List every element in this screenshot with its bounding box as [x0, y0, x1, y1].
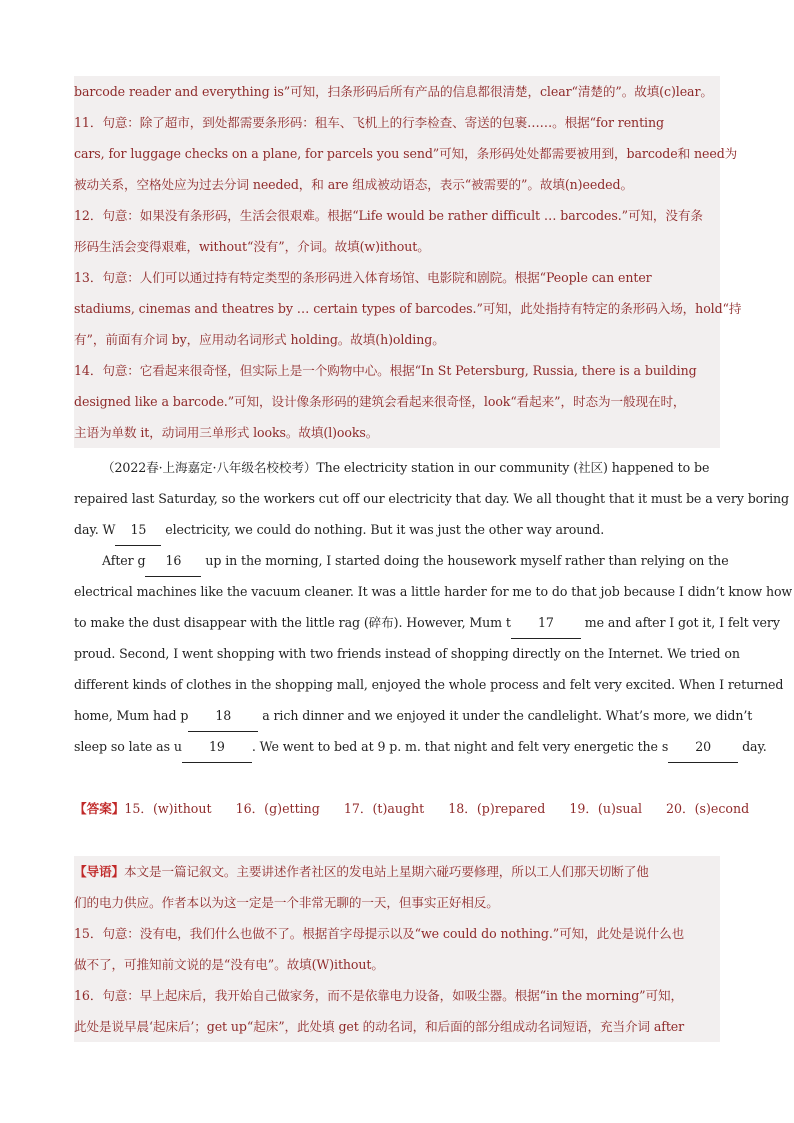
answer-item: 16．(g)etting [235, 801, 320, 816]
passage-line [74, 700, 753, 731]
blank-20: 20 [668, 731, 738, 763]
passage-line [74, 731, 767, 762]
explanation-line: 16．句意：早上起床后，我开始自己做家务，而不是依靠电力设备，如吸尘器。根据“in the morning”可知， [74, 988, 683, 1003]
explanation-line: stadiums, cinemas and theatres by … certain types of barcodes.”可知，此处指持有特定的条形码入场，hold“持 [74, 301, 742, 316]
explanation-line: designed like a barcode.”可知，设计像条形码的建筑会看起来很奇怪，look“看起来”，时态为一般现在时， [74, 394, 686, 409]
passage-text: day. [738, 739, 767, 754]
passage-line: repaired last Saturday, so the workers cut off our electricity that day. We all thought that it must be a very boring [74, 491, 789, 506]
explanation-text: 本文是一篇记叙文。主要讲述作者社区的发电站上星期六碰巧要修理，所以工人们那天切断了他 [123, 864, 649, 879]
answer-item: 15．(w)ithout [124, 801, 212, 816]
blank-18: 18 [188, 700, 258, 732]
passage-text: me and after I got it, I felt very [580, 615, 780, 630]
passage-text: up in the morning, I started doing the housework myself rather than relying on the [201, 553, 729, 568]
explanation-line: 13．句意：人们可以通过持有特定类型的条形码进入体育场馆、电影院和剧院。根据“People can enter [74, 270, 652, 285]
explanation-line: 11．句意：除了超市，到处都需要条形码：租车、飞机上的行李检查、寄送的包裹……。根据“for renting [74, 115, 664, 130]
blank-17: 17 [511, 607, 581, 639]
passage [74, 452, 793, 762]
answer-row [74, 796, 750, 822]
explanation-line: barcode reader and everything is”可知，扫条形码后所有产品的信息都很清楚，clear“清楚的”。故填(c)lear。 [74, 84, 713, 99]
passage-line [74, 545, 729, 576]
answer-item: 20．(s)econd [665, 801, 750, 816]
explanation-line: 做不了，可推知前文说的是“没有电”。故填(W)ithout。 [74, 957, 384, 972]
blank-15: 15 [115, 514, 161, 546]
explanation-line [74, 856, 720, 887]
answer-item: 17．(t)aught [343, 801, 425, 816]
explanation-line: 有”，前面有介词 by，应用动名词形式 holding。故填(h)olding。 [74, 332, 445, 347]
guide-tag: 【导语】 [74, 864, 124, 879]
passage-text: electricity, we could do nothing. But it was just the other way around. [161, 522, 605, 537]
explanation-line: 主语为单数 it，动词用三单形式 looks。故填(l)ooks。 [74, 425, 379, 440]
explanation-line: 此处是说早晨‘起床后’；get up“起床”，此处填 get 的动名词，和后面的部分组成动名词短语，充当介词 after [74, 1019, 685, 1034]
passage-text: home, Mum had p [74, 708, 189, 723]
passage-line [74, 514, 720, 545]
blank-19: 19 [182, 731, 252, 763]
passage-text: to make the dust disappear with the little rag (碎布). However, Mum t [74, 615, 511, 630]
explanation-line: 被动关系，空格处应为过去分词 needed，和 are 组成被动语态，表示“被需要的”。故填(n)eeded。 [74, 177, 633, 192]
passage-line: proud. Second, I went shopping with two friends instead of shopping directly on the Internet. We tried on [74, 646, 740, 661]
passage-text: day. W [74, 522, 116, 537]
explanation-line: 12．句意：如果没有条形码，生活会很艰难。根据“Life would be rather difficult … barcodes.”可知，没有条 [74, 208, 703, 223]
passage-line: （2022春·上海嘉定·八年级名校校考）The electricity station in our community (社区) happened to be [102, 460, 710, 475]
passage-text: . We went to bed at 9 p. m. that night and felt very energetic the s [251, 739, 669, 754]
passage-line: different kinds of clothes in the shopping mall, enjoyed the whole process and felt very excited. When I returned [74, 677, 784, 692]
passage-text: After g [102, 553, 146, 568]
answer-item: 19．(u)sual [569, 801, 642, 816]
passage-line [74, 607, 780, 638]
passage-line: electrical machines like the vacuum cleaner. It was a little harder for me to do that job because I didn’t know how [74, 584, 793, 599]
blank-16: 16 [145, 545, 201, 577]
explanation-line: cars, for luggage checks on a plane, for parcels you send”可知，条形码处处都需要被用到，barcode和 need为 [74, 146, 738, 161]
explanation-line: 14．句意：它看起来很奇怪，但实际上是一个购物中心。根据“In St Petersburg, Russia, there is a building [74, 363, 697, 378]
passage-text: a rich dinner and we enjoyed it under the candlelight. What’s more, we didn’t [258, 708, 753, 723]
explanation-line: 形码生活会变得艰难，without“没有”，介词。故填(w)ithout。 [74, 239, 430, 254]
explanation-block-2 [74, 856, 720, 1042]
explanation-line: 15．句意：没有电，我们什么也做不了。根据首字母提示以及“we could do nothing.”可知，此处是说什么也 [74, 926, 685, 941]
answer-item: 18．(p)repared [448, 801, 546, 816]
answer-tag: 【答案】 [74, 801, 125, 816]
explanation-line: 们的电力供应。作者本以为这一定是一个非常无聊的一天，但事实正好相反。 [74, 895, 499, 910]
explanation-block-1 [74, 76, 742, 448]
passage-text: sleep so late as u [74, 739, 182, 754]
